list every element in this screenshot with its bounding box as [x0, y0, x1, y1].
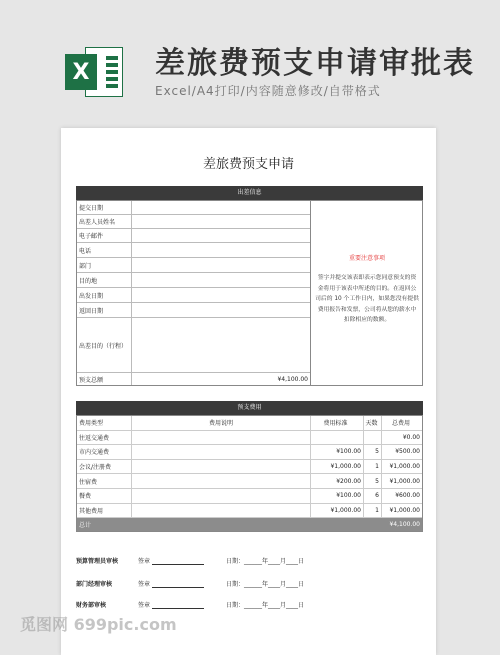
info-value[interactable] — [132, 201, 308, 214]
info-label: 电子邮件 — [77, 229, 132, 242]
info-value[interactable] — [132, 229, 308, 242]
excel-badge: X — [65, 54, 97, 90]
expense-header-row — [77, 416, 422, 431]
column-header: 天数 — [364, 416, 382, 430]
travel-info-table — [76, 200, 423, 386]
document-paper — [61, 128, 436, 655]
signature-line[interactable] — [152, 587, 204, 588]
signature-line[interactable] — [152, 564, 204, 565]
section-header-advance-expenses: 预支费用 — [76, 401, 423, 415]
expense-type: 会议/注册费 — [77, 460, 132, 474]
excel-icon — [65, 42, 125, 102]
info-row — [77, 373, 310, 385]
signature-row — [76, 556, 423, 568]
page-title: 差旅费预支申请审批表 — [155, 46, 475, 81]
signature-label: 签章 — [138, 558, 151, 565]
info-label: 部门 — [77, 258, 132, 272]
expense-days[interactable]: 1 — [364, 504, 382, 518]
info-value[interactable] — [132, 258, 308, 272]
advance-total-value: ¥4,100.00 — [277, 375, 308, 383]
signature-role: 部门经理审核 — [76, 581, 113, 588]
expense-desc[interactable] — [132, 460, 311, 474]
info-row — [77, 288, 310, 303]
info-row — [77, 258, 310, 273]
expense-row — [77, 460, 422, 475]
column-header: 费用说明 — [132, 416, 311, 430]
notes-body: 签字并提交该表即表示您同意预支的资金将用于该表中所述的目的。在返回公司后的 10 个工作日内，如果您没有提供费用报告和发票，公司将从您的薪水中扣除相应的数额。 — [315, 275, 419, 323]
info-value[interactable] — [132, 318, 308, 372]
expense-desc[interactable] — [132, 504, 311, 518]
expense-type: 住宿费 — [77, 474, 132, 488]
signature-row — [76, 600, 423, 612]
expense-type: 其他费用 — [77, 504, 132, 518]
expense-table — [76, 415, 423, 532]
info-label: 提交日期 — [77, 201, 132, 214]
expense-total-row — [77, 518, 422, 531]
page-subtitle: Excel/A4打印/内容随意修改/自带格式 — [155, 84, 381, 98]
expense-type: 往返交通费 — [77, 431, 132, 445]
signature-role: 财务部审核 — [76, 602, 107, 609]
expense-type: 餐费 — [77, 489, 132, 503]
signature-label: 签章 — [138, 581, 151, 588]
signature-role: 预算管理员审核 — [76, 558, 119, 565]
info-label: 出差目的（行程） — [77, 318, 132, 372]
expense-days[interactable]: 5 — [364, 474, 382, 488]
expense-row — [77, 445, 422, 460]
signature-label: 签章 — [138, 602, 151, 609]
expense-row — [77, 431, 422, 446]
column-header: 总费用 — [391, 420, 410, 428]
expense-row — [77, 474, 422, 489]
expense-desc[interactable] — [132, 445, 311, 459]
info-label: 目的地 — [77, 273, 132, 287]
expense-standard[interactable]: ¥1,000.00 — [310, 504, 364, 518]
section-header-travel-info: 出差信息 — [76, 186, 423, 200]
signature-date[interactable]: 日期：______年____月____日 — [226, 581, 305, 588]
expense-desc[interactable] — [132, 489, 311, 503]
notes-title: 重要注意事项 — [348, 255, 385, 262]
info-row — [77, 201, 310, 215]
column-header: 费用标准 — [310, 416, 364, 430]
expense-total: ¥600.00 — [395, 492, 420, 500]
expense-total: ¥1,000.00 — [389, 477, 420, 485]
expense-total: ¥1,000.00 — [389, 506, 420, 514]
expense-type: 市内交通费 — [77, 445, 132, 459]
info-value[interactable] — [132, 288, 308, 302]
info-label: 预支总额 — [77, 373, 132, 385]
watermark: 觅图网 699pic.com — [20, 615, 177, 634]
signature-date[interactable]: 日期：______年____月____日 — [226, 602, 305, 609]
expense-standard[interactable]: ¥1,000.00 — [310, 460, 364, 474]
info-value[interactable] — [132, 273, 308, 287]
grand-total: ¥4,100.00 — [389, 521, 420, 529]
expense-total: ¥500.00 — [395, 448, 420, 456]
expense-days[interactable]: 5 — [364, 445, 382, 459]
expense-days[interactable] — [364, 431, 382, 445]
expense-desc[interactable] — [132, 474, 311, 488]
expense-total: ¥1,000.00 — [389, 463, 420, 471]
expense-days[interactable]: 6 — [364, 489, 382, 503]
info-label: 返回日期 — [77, 303, 132, 317]
expense-standard[interactable] — [310, 431, 364, 445]
expense-standard[interactable]: ¥100.00 — [310, 445, 364, 459]
info-value[interactable] — [132, 215, 308, 228]
document-title: 差旅费预支申请 — [202, 157, 294, 172]
expense-row — [77, 489, 422, 504]
info-value[interactable] — [132, 243, 308, 257]
expense-row — [77, 504, 422, 519]
expense-standard[interactable]: ¥200.00 — [310, 474, 364, 488]
info-label: 出发日期 — [77, 288, 132, 302]
info-label: 电话 — [77, 243, 132, 257]
signature-row — [76, 579, 423, 591]
info-row — [77, 215, 310, 229]
info-value[interactable] — [132, 303, 308, 317]
total-label: 总计 — [77, 518, 132, 531]
expense-days[interactable]: 1 — [364, 460, 382, 474]
signature-line[interactable] — [152, 608, 204, 609]
info-row — [77, 303, 310, 318]
info-label: 出差人员姓名 — [77, 215, 132, 228]
expense-total: ¥0.00 — [402, 433, 420, 441]
signature-date[interactable]: 日期：______年____月____日 — [226, 558, 305, 565]
column-header: 费用类型 — [77, 416, 132, 430]
expense-desc[interactable] — [132, 431, 311, 445]
expense-standard[interactable]: ¥100.00 — [310, 489, 364, 503]
info-row — [77, 273, 310, 288]
info-row — [77, 318, 310, 373]
column-divider — [310, 201, 311, 385]
info-row — [77, 229, 310, 243]
info-row — [77, 243, 310, 258]
